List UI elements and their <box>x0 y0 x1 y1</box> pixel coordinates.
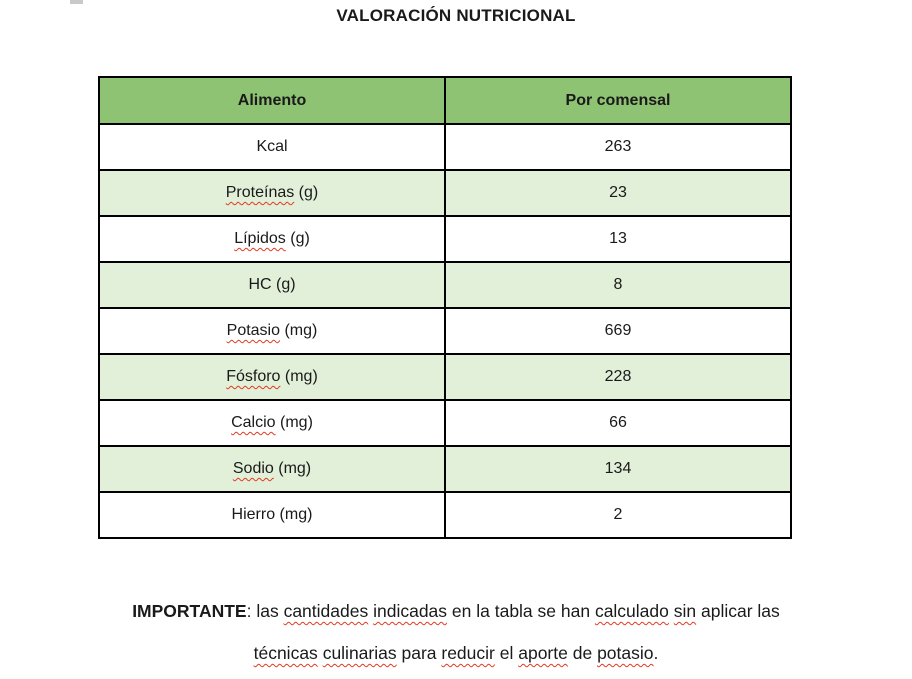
spellcheck-flagged-word: potasio <box>597 643 654 663</box>
text-run: aplicar las <box>696 601 780 621</box>
table-row <box>99 124 791 170</box>
page-edge-marker <box>70 0 83 4</box>
spellcheck-flagged-word: Potasio <box>226 322 281 339</box>
spellcheck-flagged-word: aporte <box>518 643 568 663</box>
document-title: VALORACIÓN NUTRICIONAL <box>336 6 576 25</box>
text-run: : las <box>246 601 284 621</box>
table-row <box>99 446 791 492</box>
text-run: HC (g) <box>248 276 296 293</box>
note-line-1 <box>0 590 912 632</box>
text-run: el <box>494 643 519 663</box>
nutrient-label-cell <box>99 354 445 400</box>
nutrient-value-cell: 228 <box>445 354 791 400</box>
important-note <box>0 590 912 674</box>
text-run: . <box>653 643 659 663</box>
nutrient-value-cell: 13 <box>445 216 791 262</box>
table-row <box>99 492 791 538</box>
spellcheck-flagged-word: Proteínas <box>225 184 295 201</box>
spellcheck-flagged-word: sin <box>673 601 697 621</box>
text-run: (mg) <box>280 322 318 339</box>
text-run: (mg) <box>273 460 312 477</box>
nutrient-label-cell <box>99 170 445 216</box>
nutrient-value-cell: 66 <box>445 400 791 446</box>
header-cell-alimento: Alimento <box>99 77 445 124</box>
note-lead-word: IMPORTANTE <box>132 601 247 621</box>
table-header-row <box>99 77 791 124</box>
nutrient-label-cell <box>99 446 445 492</box>
nutrient-label-cell <box>99 308 445 354</box>
note-line-2 <box>0 632 912 674</box>
nutrient-value-cell: 669 <box>445 308 791 354</box>
spellcheck-flagged-word: indicadas <box>373 601 448 621</box>
spellcheck-flagged-word: Calcio <box>231 414 276 431</box>
table-row <box>99 354 791 400</box>
text-run: Hierro (mg) <box>231 506 313 523</box>
text-run: en la tabla se han <box>447 601 595 621</box>
table-row <box>99 400 791 446</box>
table-row <box>99 170 791 216</box>
nutrient-value-cell: 8 <box>445 262 791 308</box>
nutrient-value-cell: 23 <box>445 170 791 216</box>
spellcheck-flagged-word: Sodio <box>232 460 274 477</box>
text-run: (g) <box>294 184 319 201</box>
text-run: (g) <box>285 230 310 247</box>
nutrient-label-cell <box>99 492 445 538</box>
nutrient-value-cell: 2 <box>445 492 791 538</box>
spellcheck-flagged-word: calculado <box>594 601 669 621</box>
nutrient-label-cell <box>99 124 445 170</box>
text-run: de <box>567 643 598 663</box>
spellcheck-flagged-word: culinarias <box>322 643 397 663</box>
header-cell-por-comensal: Por comensal <box>445 77 791 124</box>
spellcheck-flagged-word: técnicas <box>253 643 318 663</box>
table-body <box>99 124 791 538</box>
nutrition-table <box>98 76 792 539</box>
spellcheck-flagged-word: reducir <box>441 643 495 663</box>
text-run: (mg) <box>275 414 313 431</box>
spellcheck-flagged-word: Lípidos <box>234 230 286 247</box>
table-row <box>99 308 791 354</box>
spellcheck-flagged-word: cantidades <box>283 601 369 621</box>
table-row <box>99 216 791 262</box>
nutrient-label-cell <box>99 262 445 308</box>
text-run: para <box>396 643 442 663</box>
nutrient-label-cell <box>99 400 445 446</box>
nutrient-value-cell: 263 <box>445 124 791 170</box>
text-run: (mg) <box>280 368 318 385</box>
nutrient-label-cell <box>99 216 445 262</box>
nutrient-value-cell: 134 <box>445 446 791 492</box>
text-run: Kcal <box>256 138 288 155</box>
table-row <box>99 262 791 308</box>
spellcheck-flagged-word: Fósforo <box>226 368 281 385</box>
